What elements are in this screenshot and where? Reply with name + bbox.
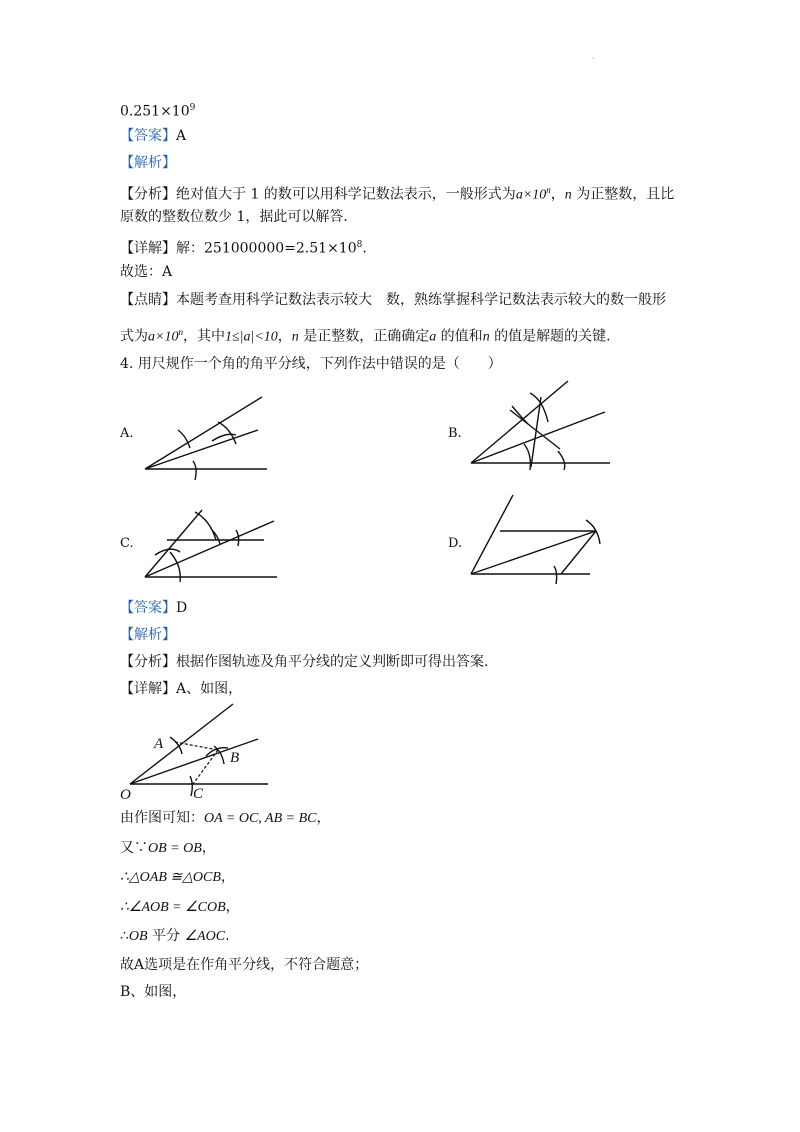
figure-option-c	[140, 500, 280, 582]
label-c: C	[193, 786, 204, 802]
solution-fenxi: 【分析】根据作图轨迹及角平分线的定义判断即可得出答案.	[120, 654, 489, 670]
option-d-label: D.	[448, 536, 463, 551]
corner-mark: ·	[592, 54, 595, 63]
prev-choose: 故选：A	[120, 264, 173, 280]
solution-step-5: ∴OB 平分 ∠AOC.	[120, 928, 230, 944]
option-b-label: B.	[448, 426, 462, 441]
figure-option-b	[468, 378, 613, 470]
solution-step-3: ∴△OAB ≅△OCB，	[120, 869, 235, 885]
solution-conclusion-a: 故A选项是在作角平分线，不符合题意；	[120, 957, 369, 973]
solution-step-1: 由作图可知：OA = OC, AB = BC，	[120, 810, 331, 826]
option-a-label: A.	[120, 426, 134, 441]
label-a: A	[154, 736, 164, 752]
prev-analysis-tag: 【解析】	[120, 155, 176, 171]
solution-figure	[118, 702, 273, 802]
figure-option-a	[140, 392, 270, 484]
solution-step-2: 又∵OB = OB，	[120, 840, 216, 856]
prev-dianjing-line2: 式为$a\times 10^n$，其中1≤|a|<10，n 是正整数，正确确定a 的值和n 的值是解题的关键.	[120, 327, 611, 345]
label-b: B	[230, 750, 240, 766]
prev-dianjing: 【点睛】本题考查用科学记数法表示较大 数，熟练掌握科学记数法表示较大的数一般形	[120, 292, 666, 308]
prev-fenxi-line2: 原数的整数位数少 1，据此可以解答.	[120, 209, 348, 225]
figure-option-d	[468, 492, 613, 584]
question-4-stem: 4. 用尺规作一个角的角平分线，下列作法中错误的是（ ）	[120, 356, 502, 372]
label-o: O	[120, 787, 131, 802]
prev-option-d: $0.251\times 10^9$	[120, 103, 196, 120]
option-c-label: C.	[120, 536, 134, 551]
solution-next-b: B、如图，	[120, 984, 187, 1000]
solution-answer: 【答案】D	[120, 600, 188, 616]
solution-detail: 【详解】A、如图，	[120, 681, 243, 697]
solution-analysis-tag: 【解析】	[120, 627, 176, 643]
prev-answer: 【答案】A	[120, 128, 187, 144]
prev-detail: 【详解】解：$251000000=2.51\times 10^8$.	[120, 240, 367, 257]
prev-fenxi: 【分析】绝对值大于 1 的数可以用科学记数法表示，一般形式为$a\times 10^n$，n 为正整数，且比	[120, 185, 675, 203]
solution-step-4: ∴∠AOB = ∠COB，	[120, 899, 240, 915]
